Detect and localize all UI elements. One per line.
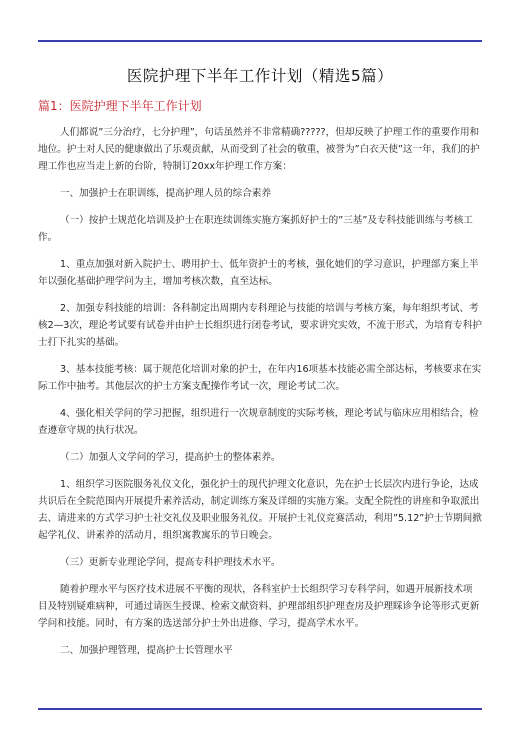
- body-content: [38, 124, 482, 669]
- paragraph: 随着护理水平与医疗技术进展不平衡的现状，各科室护士长组织学习专科学问，如遇开展新技术项目及特别疑难病种，可通过请医生授课、检索文献资料、护理部组织护理查房及护理睬诊争论等形式更新学问和技能。同时，有方案的选送部分护士外出进修、学习，提高学术水平。: [38, 584, 480, 629]
- paragraph: 4、强化相关学问的学习把握，组织进行一次规章制度的实际考核，理论考试与临床应用相结合，检查遵章守规的执行状况。: [38, 408, 479, 436]
- subsection-heading: （二）加强人文学问的学习，提高护士的整体素养。: [60, 452, 281, 463]
- paragraph: 1、组织学习医院服务礼仪文化，强化护士的现代护理文化意识，先在护士长层次内进行争论，达成共识后在全院范围内开展提升素养活动，制定训练方案及详细的实施方案。支配全院性的讲座和争取派出去、请进来的方式学习护士社交礼仪及职业服务礼仪。开展护士礼仪竞赛活动，利用”5.12”护士节期间掀起学礼仪、讲素养的活动月，组织寓教寓乐的节日晚会。: [38, 479, 482, 541]
- paragraph: 1、重点加强对新入院护士、聘用护士、低年资护士的考核，强化她们的学习意识，护理部方案上半年以强化基础护理学问为主，增加考核次数，直至达标。: [38, 259, 479, 287]
- section-heading-2: 二、加强护理管理，提高护士长管理水平: [60, 645, 233, 656]
- subsection-heading: （一）按护士规范化培训及护士在职连续训练实施方案抓好护士的”三基”及专科技能训练与考核工作。: [38, 215, 473, 243]
- paragraph: 人们都说”三分治疗，七分护理”，句话虽然并不非常精确?????，但却反映了护理工作的重要作用和地位。护士对人民的健康做出了乐观贡献，从而受到了社会的敬重，被誉为”白衣天使”这一年，我们的护理工作也应当走上新的台阶，特制订20xx年护理工作方案：: [38, 127, 480, 172]
- section-heading: 篇1：医院护理下半年工作计划: [38, 99, 202, 113]
- bottom-rule: [38, 708, 482, 710]
- subsection-heading: （三）更新专业理论学问，提高专科护理技术水平。: [60, 557, 281, 568]
- document-title: 医院护理下半年工作计划（精选5篇）: [126, 67, 394, 85]
- paragraph: 2、加强专科技能的培训：各科制定出周期内专科理论与技能的培训与考核方案，每年组织考试、考核2—3次，理论考试要有试卷并由护士长组织进行闭卷考试，要求讲究实效，不流于形式，为培育专科护士打下扎实的基础。: [38, 303, 482, 348]
- paragraph: 3、基本技能考核：属于规范化培训对象的护士，在年内16项基本技能必需全部达标，考核要求在实际工作中抽考。其他层次的护士方案支配操作考试一次，理论考试二次。: [38, 364, 482, 392]
- top-rule: [38, 40, 482, 42]
- section-heading-1: 一、加强护士在职训练，提高护理人员的综合素养: [60, 188, 272, 199]
